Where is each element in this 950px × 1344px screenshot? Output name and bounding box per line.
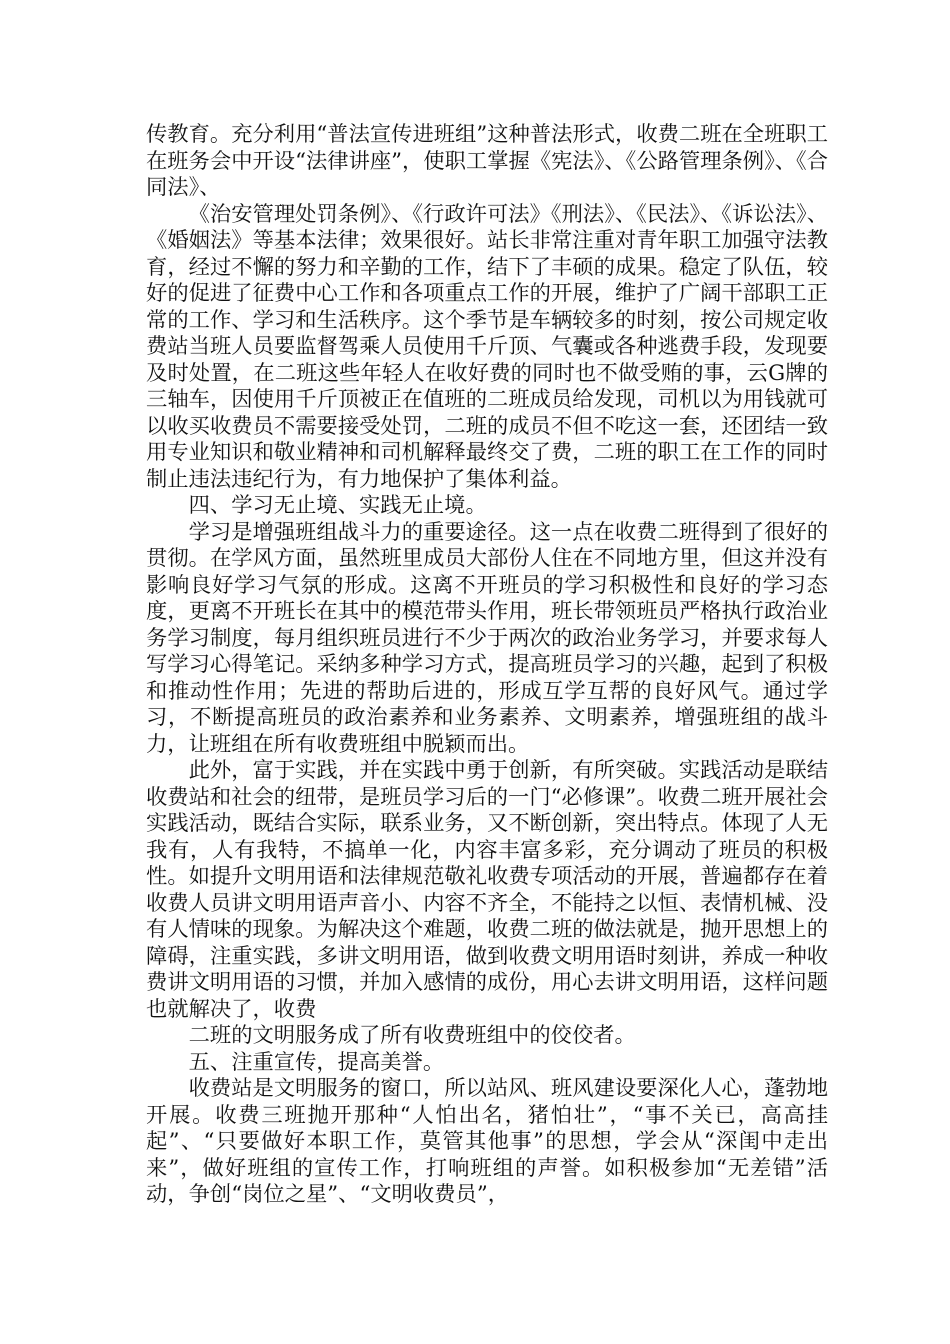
paragraph-publicity: 收费站是文明服务的窗口，所以站风、班风建设要深化人心，蓬勃地开展。收费三班抛开那种“人怕出名，猪怕壮”，“事不关已，高高挂起”、“只要做好本职工作，莫管其他事”的思想，学会从“深闺中走出来”，做好班组的宣传工作，打响班组的声誉。如积极参加“无差错”活动，争创“岗位之星”、“文明收费员”， (146, 1076, 828, 1207)
section-heading-four: 四、学习无止境、实践无止境。 (188, 493, 487, 518)
section-heading-five: 五、注重宣传，提高美誉。 (188, 1049, 445, 1075)
paragraph-practice: 此外，富于实践，并在实践中勇于创新，有所突破。实践活动是联结收费站和社会的纽带，是班员学习后的一门“必修课”。收费二班开展社会实践活动，既结合实际，联系业务，又不断创新，突出特点。体现了人无我有，人有我特，不搞单一化，内容丰富多彩，充分调动了班员的积极性。如提升文明用语和法律规范敬礼收费专项活动的开展，普遍都存在着收费人员讲文明用语声音小、内容不齐全，不能持之以恒、表情机械、没有人情味的现象。为解决这个难题，收费二班的做法就是，抛开思想上的障碍，注重实践，多讲文明用语，做到收费文明用语时刻讲，养成一种收费讲文明用语的习惯，并加入感情的成份，用心去讲文明用语，这样问题也就解决了，收费 (146, 758, 828, 1022)
paragraph-service-result: 二班的文明服务成了所有收费班组中的佼佼者。 (188, 1023, 636, 1048)
paragraph-law-education: 传教育。充分利用“普法宣传进班组”这种普法形式，收费二班在全班职工在班务会中开设“法律讲座”，使职工掌握《宪法》、《公路管理条例》、《合同法》、 (146, 122, 828, 200)
paragraph-law-list: 《治安管理处罚条例》、《行政许可法》《刑法》、《民法》、《诉讼法》、《婚姻法》等基本法律；效果很好。站长非常注重对青年职工加强守法教育，经过不懈的努力和辛勤的工作，结下了丰硕的成果。稳定了队伍，较好的促进了征费中心工作和各项重点工作的开展，维护了广阔干部职工正常的工作、学习和生活秩序。这个季节是车辆较多的时刻，按公司规定收费站当班人员要监督驾乘人员使用千斤顶、气囊或各种逃费手段，发现要及时处置，在二班这些年轻人在收好费的同时也不做受贿的事，云G牌的三轴车，因使用千斤顶被正在值班的二班成员给发现，司机以为用钱就可以收买收费员不需要接受处罚，二班的成员不但不吃这一套，还团结一致用专业知识和敬业精神和司机解释最终交了费，二班的职工在工作的同时制止违法违纪行为，有力地保护了集体利益。 (146, 201, 828, 492)
document-body (146, 122, 828, 1209)
paragraph-learning: 学习是增强班组战斗力的重要途径。这一点在收费二班得到了很好的贯彻。在学风方面，虽然班里成员大部份人住在不同地方里，但这并没有影响良好学习气氛的形成。这离不开班员的学习积极性和良好的学习态度，更离不开班长在其中的模范带头作用，班长带领班员严格执行政治业务学习制度，每月组织班员进行不少于两次的政治业务学习，并要求每人写学习心得笔记。采纳多种学习方式，提高班员学习的兴趣，起到了积极和推动性作用；先进的帮助后进的，形成互学互帮的良好风气。通过学习，不断提高班员的政治素养和业务素养、文明素养，增强班组的战斗力，让班组在所有收费班组中脱颖而出。 (146, 519, 828, 757)
